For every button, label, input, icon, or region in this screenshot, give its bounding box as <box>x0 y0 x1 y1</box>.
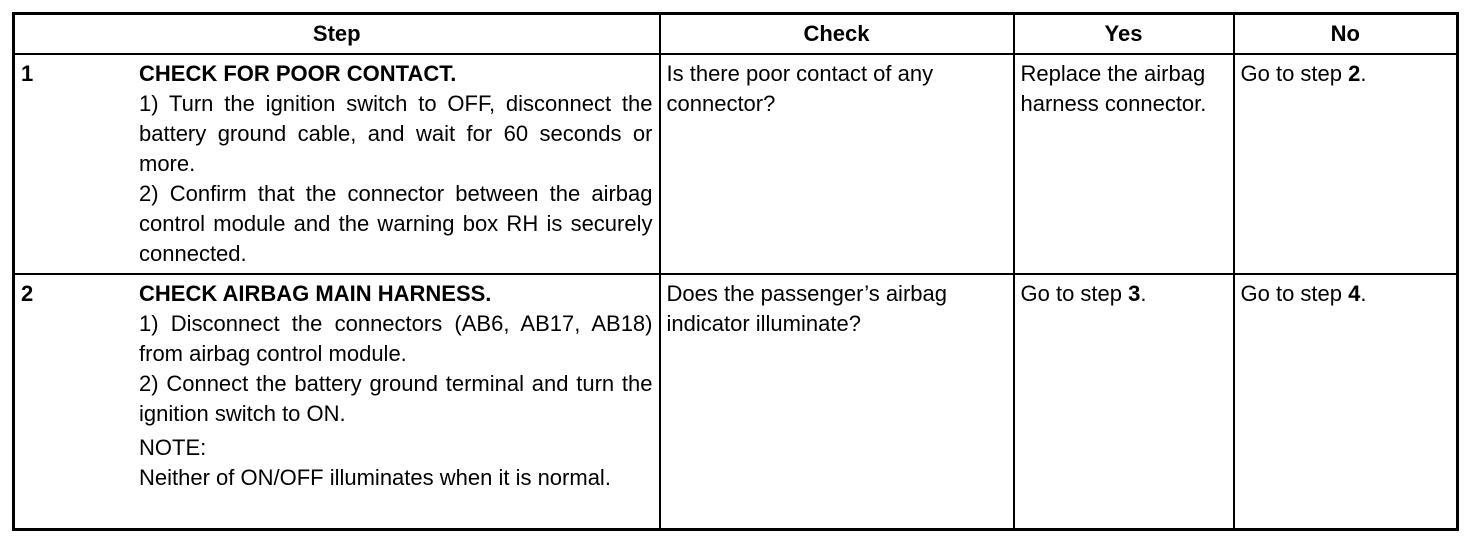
step-title: CHECK AIRBAG MAIN HARNESS. <box>139 281 492 306</box>
yes-step-link: 3 <box>1128 281 1141 306</box>
substep: 1) Disconnect the connectors (AB6, AB17, AB18) from airbag control module. <box>139 311 653 366</box>
step-content <box>21 279 653 493</box>
step-number: 2 <box>21 281 34 306</box>
diagnostic-table <box>12 12 1459 531</box>
substep: 2) Confirm that the connector between the airbag control module and the warning box RH is securely connected. <box>139 181 653 266</box>
note-text: Neither of ON/OFF illuminates when it is normal. <box>139 465 611 490</box>
header-step: Step <box>14 14 660 55</box>
step-content <box>21 59 653 269</box>
check-cell: Is there poor contact of any connector? <box>660 54 1014 274</box>
yes-cell <box>1014 274 1234 530</box>
header-yes: Yes <box>1014 14 1234 55</box>
yes-suffix: . <box>1140 281 1147 306</box>
no-cell <box>1234 54 1458 274</box>
header-check: Check <box>660 14 1014 55</box>
header-row <box>14 14 1458 55</box>
step-cell <box>14 274 660 530</box>
header-no: No <box>1234 14 1458 55</box>
step-body <box>139 279 653 493</box>
step-number: 1 <box>21 61 34 86</box>
no-cell <box>1234 274 1458 530</box>
yes-prefix: Go to step <box>1020 281 1129 306</box>
check-cell: Does the passenger’s airbag indicator illuminate? <box>660 274 1014 530</box>
note-label: NOTE: <box>139 435 207 460</box>
step-body <box>139 59 653 269</box>
no-suffix: . <box>1360 61 1367 86</box>
yes-cell: Replace the airbag harness connector. <box>1014 54 1234 274</box>
substep: 2) Connect the battery ground terminal and turn the ignition switch to ON. <box>139 371 653 426</box>
step-cell <box>14 54 660 274</box>
no-suffix: . <box>1360 281 1367 306</box>
no-step-link: 2 <box>1348 61 1361 86</box>
table-row <box>14 274 1458 530</box>
substep: 1) Turn the ignition switch to OFF, disconnect the battery ground cable, and wait for 60 seconds or more. <box>139 91 653 176</box>
step-title: CHECK FOR POOR CONTACT. <box>139 61 457 86</box>
table-row <box>14 54 1458 274</box>
no-prefix: Go to step <box>1240 281 1349 306</box>
no-step-link: 4 <box>1348 281 1361 306</box>
no-prefix: Go to step <box>1240 61 1349 86</box>
